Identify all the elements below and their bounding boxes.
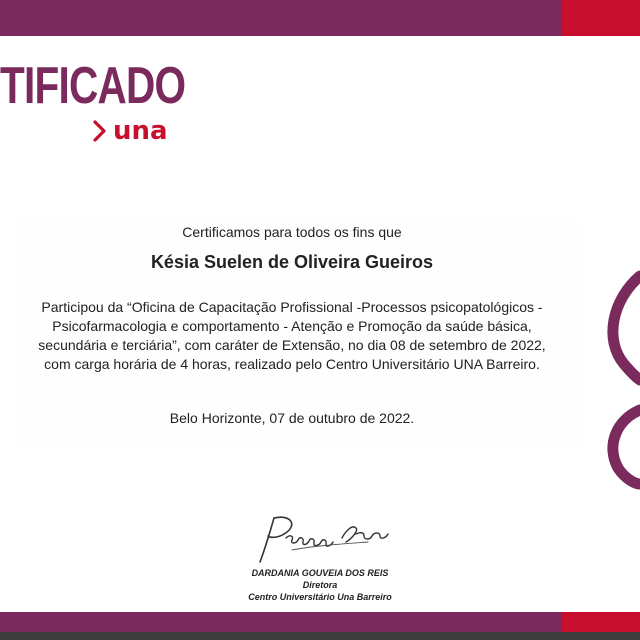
top-brand-bar bbox=[0, 0, 640, 36]
recipient-name: Késia Suelen de Oliveira Gueiros bbox=[150, 252, 434, 272]
top-brand-bar-accent bbox=[562, 0, 640, 36]
una-logo bbox=[90, 118, 168, 144]
body-line: com carga horária de 4 horas, realizado pelo Centro Universitário UNA Barreiro. bbox=[44, 356, 540, 372]
handwritten-signature bbox=[252, 512, 394, 568]
body-line: Participou da “Oficina de Capacitação Profissional -Processos psicopatológicos - bbox=[41, 299, 543, 315]
signatory-name: DARDANIA GOUVEIA DOS REIS bbox=[251, 568, 389, 578]
certificate-intro: Certificamos para todos os fins que bbox=[182, 224, 402, 240]
body-line: secundária e terciária”, com caráter de Extensão, no dia 08 de setembro de 2022, bbox=[38, 337, 546, 353]
decorative-brand-shape bbox=[590, 240, 640, 500]
bottom-brand-bar bbox=[0, 612, 640, 632]
chevron-right-icon bbox=[90, 118, 112, 144]
signatory-organization: Centro Universitário Una Barreiro bbox=[248, 592, 392, 602]
bottom-brand-bar-accent bbox=[562, 612, 640, 632]
bottom-edge-strip bbox=[0, 632, 640, 640]
certificate-heading: TIFICADO bbox=[0, 57, 186, 115]
certificate-body bbox=[6, 298, 578, 374]
place-and-date: Belo Horizonte, 07 de outubro de 2022. bbox=[169, 410, 415, 426]
logo-wordmark: una bbox=[113, 116, 168, 146]
body-line: Psicofarmacologia e comportamento - Atenção e Promoção da saúde básica, bbox=[52, 318, 532, 334]
signatory-role: Diretora bbox=[302, 580, 338, 590]
